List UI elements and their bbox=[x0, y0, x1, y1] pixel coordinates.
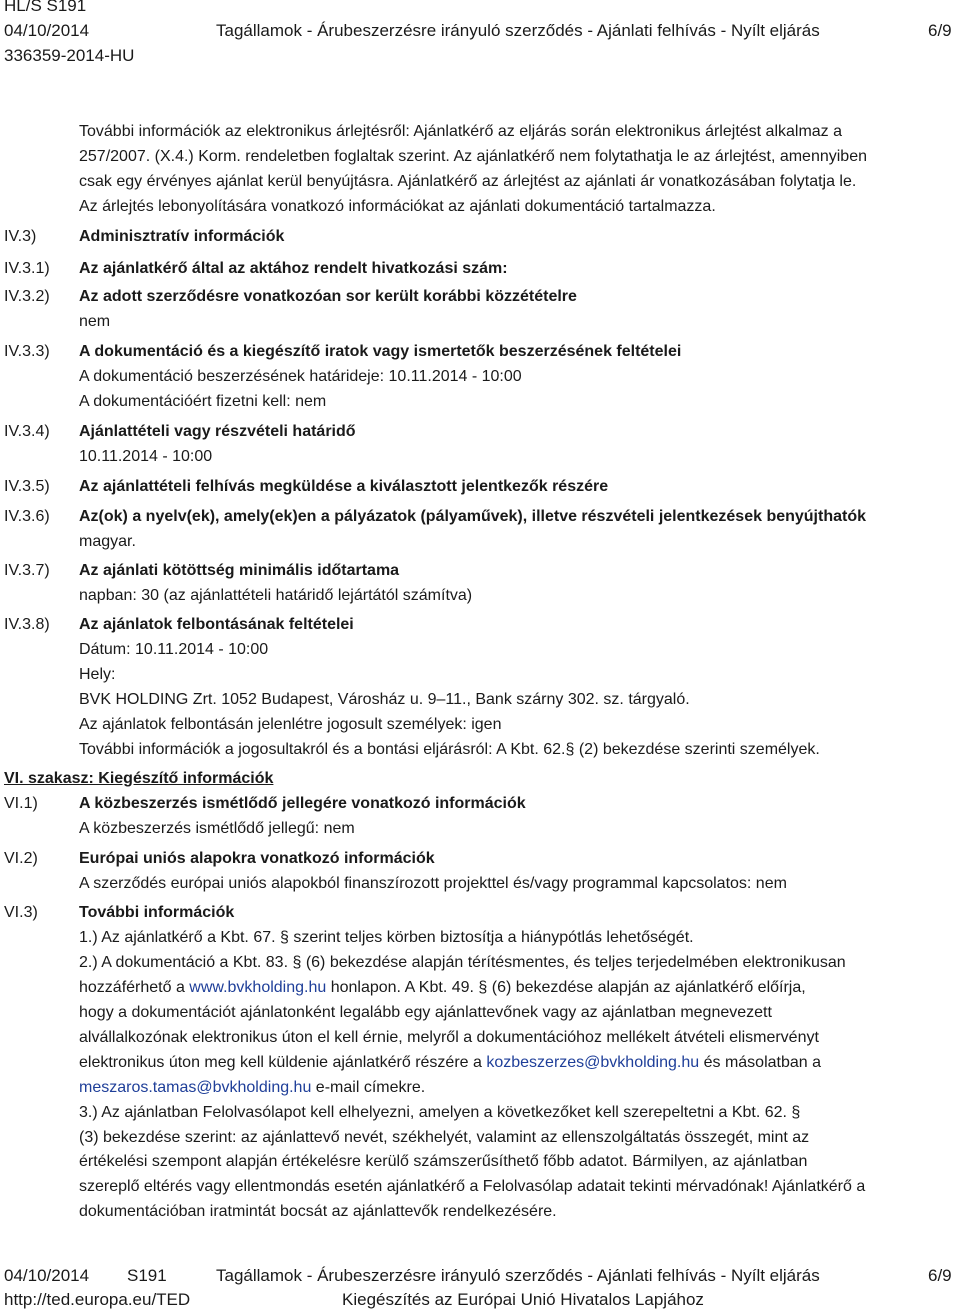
section-value: nem bbox=[79, 313, 111, 330]
text-line: 3.) Az ajánlatban Felolvasólapot kell elhelyezni, amelyen a következőket kell szerepeltetni a Kbt. 62. § bbox=[79, 1104, 801, 1121]
section-title: Európai uniós alapokra vonatkozó információk bbox=[79, 850, 435, 867]
text-fragment: és másolatban a bbox=[699, 1054, 822, 1071]
part-heading: VI. szakasz: Kiegészítő információk bbox=[4, 770, 274, 787]
header-page: 6/9 bbox=[928, 21, 952, 40]
text-line: 2.) A dokumentáció a Kbt. 83. § (6) bekezdése alapján térítésmentes, és teljes terjedelmében elektronikusan bbox=[79, 954, 846, 971]
section-number: IV.3.1) bbox=[4, 260, 50, 277]
section-value: BVK HOLDING Zrt. 1052 Budapest, Városház u. 9–11., Bank szárny 302. sz. tárgyaló. bbox=[79, 691, 690, 708]
intro-line-2: 257/2007. (X.4.) Korm. rendeletben foglaltak szerint. Az ajánlatkérő nem folytathatja le az árlejtést, amennyiben bbox=[79, 148, 867, 165]
section-number: VI.1) bbox=[4, 795, 38, 812]
section-value: Hely: bbox=[79, 666, 116, 683]
section-number: IV.3.3) bbox=[4, 343, 50, 360]
footer-series: S191 bbox=[127, 1266, 167, 1285]
section-value: A dokumentáció beszerzésének határideje: 10.11.2014 - 10:00 bbox=[79, 368, 522, 385]
email-link[interactable]: kozbeszerzes@bvkholding.hu bbox=[486, 1054, 700, 1071]
section-number: VI.2) bbox=[4, 850, 38, 867]
footer-title: Tagállamok - Árubeszerzésre irányuló szerződés - Ajánlati felhívás - Nyílt eljárás bbox=[216, 1266, 820, 1285]
section-number: IV.3.4) bbox=[4, 423, 50, 440]
text-line: 1.) Az ajánlatkérő a Kbt. 67. § szerint teljes körben biztosítja a hiánypótlás lehetőségét. bbox=[79, 929, 694, 946]
section-number: IV.3.7) bbox=[4, 562, 50, 579]
section-value: napban: 30 (az ajánlattételi határidő lejártától számítva) bbox=[79, 587, 473, 604]
section-number: IV.3) bbox=[4, 228, 37, 245]
section-title: A dokumentáció és a kiegészítő iratok vagy ismertetők beszerzésének feltételei bbox=[79, 343, 682, 360]
header-title: Tagállamok - Árubeszerzésre irányuló szerződés - Ajánlati felhívás - Nyílt eljárás bbox=[216, 21, 820, 40]
section-title: Az ajánlattételi felhívás megküldése a kiválasztott jelentkezők részére bbox=[79, 478, 609, 495]
text-line bbox=[79, 979, 806, 997]
section-number: IV.3.5) bbox=[4, 478, 50, 495]
footer-publisher: Kiegészítés az Európai Unió Hivatalos Lapjához bbox=[342, 1290, 704, 1309]
text-fragment: elektronikus úton meg kell küldenie ajánlatkérő részére a bbox=[79, 1054, 487, 1071]
section-number: IV.3.8) bbox=[4, 616, 50, 633]
section-number: VI.3) bbox=[4, 904, 38, 921]
intro-line-1: További információk az elektronikus árlejtésről: Ajánlatkérő az eljárás során elektronikus árlejtést alkalmaz a bbox=[79, 123, 843, 140]
text-line: (3) bekezdése szerint: az ajánlattevő nevét, székhelyét, valamint az ellenszolgáltatás összegét, mint az bbox=[79, 1129, 810, 1146]
section-title: Az ajánlati kötöttség minimális időtartama bbox=[79, 562, 400, 579]
section-title: Az(ok) a nyelv(ek), amely(ek)en a pályázatok (pályaművek), illetve részvételi jelentkezések benyújthatók bbox=[79, 508, 866, 525]
text-line: alvállalkozónak elektronikus úton el kell érnie, melyről a dokumentációhoz mellékelt átvételi elismervényt bbox=[79, 1029, 819, 1046]
doc-id: HL/S S191 bbox=[4, 0, 87, 15]
section-title: Az ajánlatok felbontásának feltételei bbox=[79, 616, 354, 633]
section-value: magyar. bbox=[79, 533, 136, 550]
footer-url[interactable]: http://ted.europa.eu/TED bbox=[4, 1290, 191, 1309]
section-value: Dátum: 10.11.2014 - 10:00 bbox=[79, 641, 269, 658]
section-value: A dokumentációért fizetni kell: nem bbox=[79, 393, 327, 410]
footer-date: 04/10/2014 bbox=[4, 1266, 90, 1285]
section-title: Adminisztratív információk bbox=[79, 228, 285, 245]
section-title: További információk bbox=[79, 904, 235, 921]
text-line: dokumentációban iratmintát bocsát az ajánlattevők rendelkezésére. bbox=[79, 1203, 557, 1220]
text-fragment: honlapon. A Kbt. 49. § (6) bekezdése alapján az ajánlatkérő előírja, bbox=[326, 979, 806, 996]
footer-page: 6/9 bbox=[928, 1266, 952, 1285]
text-line: hogy a dokumentációt ajánlatonként legalább egy ajánlattevőnek vagy az ajánlatban megnevezett bbox=[79, 1004, 772, 1021]
section-value: 10.11.2014 - 10:00 bbox=[79, 448, 213, 465]
section-number: IV.3.2) bbox=[4, 288, 50, 305]
text-line: szereplő eltérés vagy ellentmondás esetén ajánlatkérő a Felolvasólap adatait tekinti mérvadónak! Ajánlatkérő a bbox=[79, 1178, 866, 1195]
section-title: A közbeszerzés ismétlődő jellegére vonatkozó információk bbox=[79, 795, 526, 812]
section-value: További információk a jogosultakról és a bontási eljárásról: A Kbt. 62.§ (2) bekezdése szerinti személyek. bbox=[79, 741, 820, 758]
intro-line-4: Az árlejtés lebonyolítására vonatkozó információkat az ajánlati dokumentáció tartalmazza. bbox=[79, 198, 716, 215]
header-date: 04/10/2014 bbox=[4, 21, 90, 40]
text-line bbox=[79, 1054, 821, 1072]
section-value: A közbeszerzés ismétlődő jellegű: nem bbox=[79, 820, 355, 837]
notice-number: 336359-2014-HU bbox=[4, 46, 135, 65]
text-fragment: hozzáférhető a bbox=[79, 979, 190, 996]
website-link[interactable]: www.bvkholding.hu bbox=[189, 979, 327, 996]
text-line: értékelési szempont alapján értékelésre kerülő számszerűsíthető főbb adatot. Bármilyen, az ajánlatban bbox=[79, 1153, 808, 1170]
section-title: Az ajánlatkérő által az aktához rendelt hivatkozási szám: bbox=[79, 260, 508, 277]
email-link[interactable]: meszaros.tamas@bvkholding.hu bbox=[79, 1079, 312, 1096]
text-fragment: e-mail címekre. bbox=[311, 1079, 426, 1096]
section-value: Az ajánlatok felbontásán jelenlétre jogosult személyek: igen bbox=[79, 716, 502, 733]
section-title: Az adott szerződésre vonatkozóan sor került korábbi közzétételre bbox=[79, 288, 577, 305]
text-line bbox=[79, 1079, 425, 1097]
intro-line-3: csak egy érvényes ajánlat kerül benyújtásra. Ajánlatkérő az árlejtést az ajánlati ár vonatkozásában folytatja le. bbox=[79, 173, 857, 190]
section-number: IV.3.6) bbox=[4, 508, 50, 525]
section-title: Ajánlattételi vagy részvételi határidő bbox=[79, 423, 356, 440]
section-value: A szerződés európai uniós alapokból finanszírozott projekttel és/vagy programmal kapcsolatos: nem bbox=[79, 875, 787, 892]
